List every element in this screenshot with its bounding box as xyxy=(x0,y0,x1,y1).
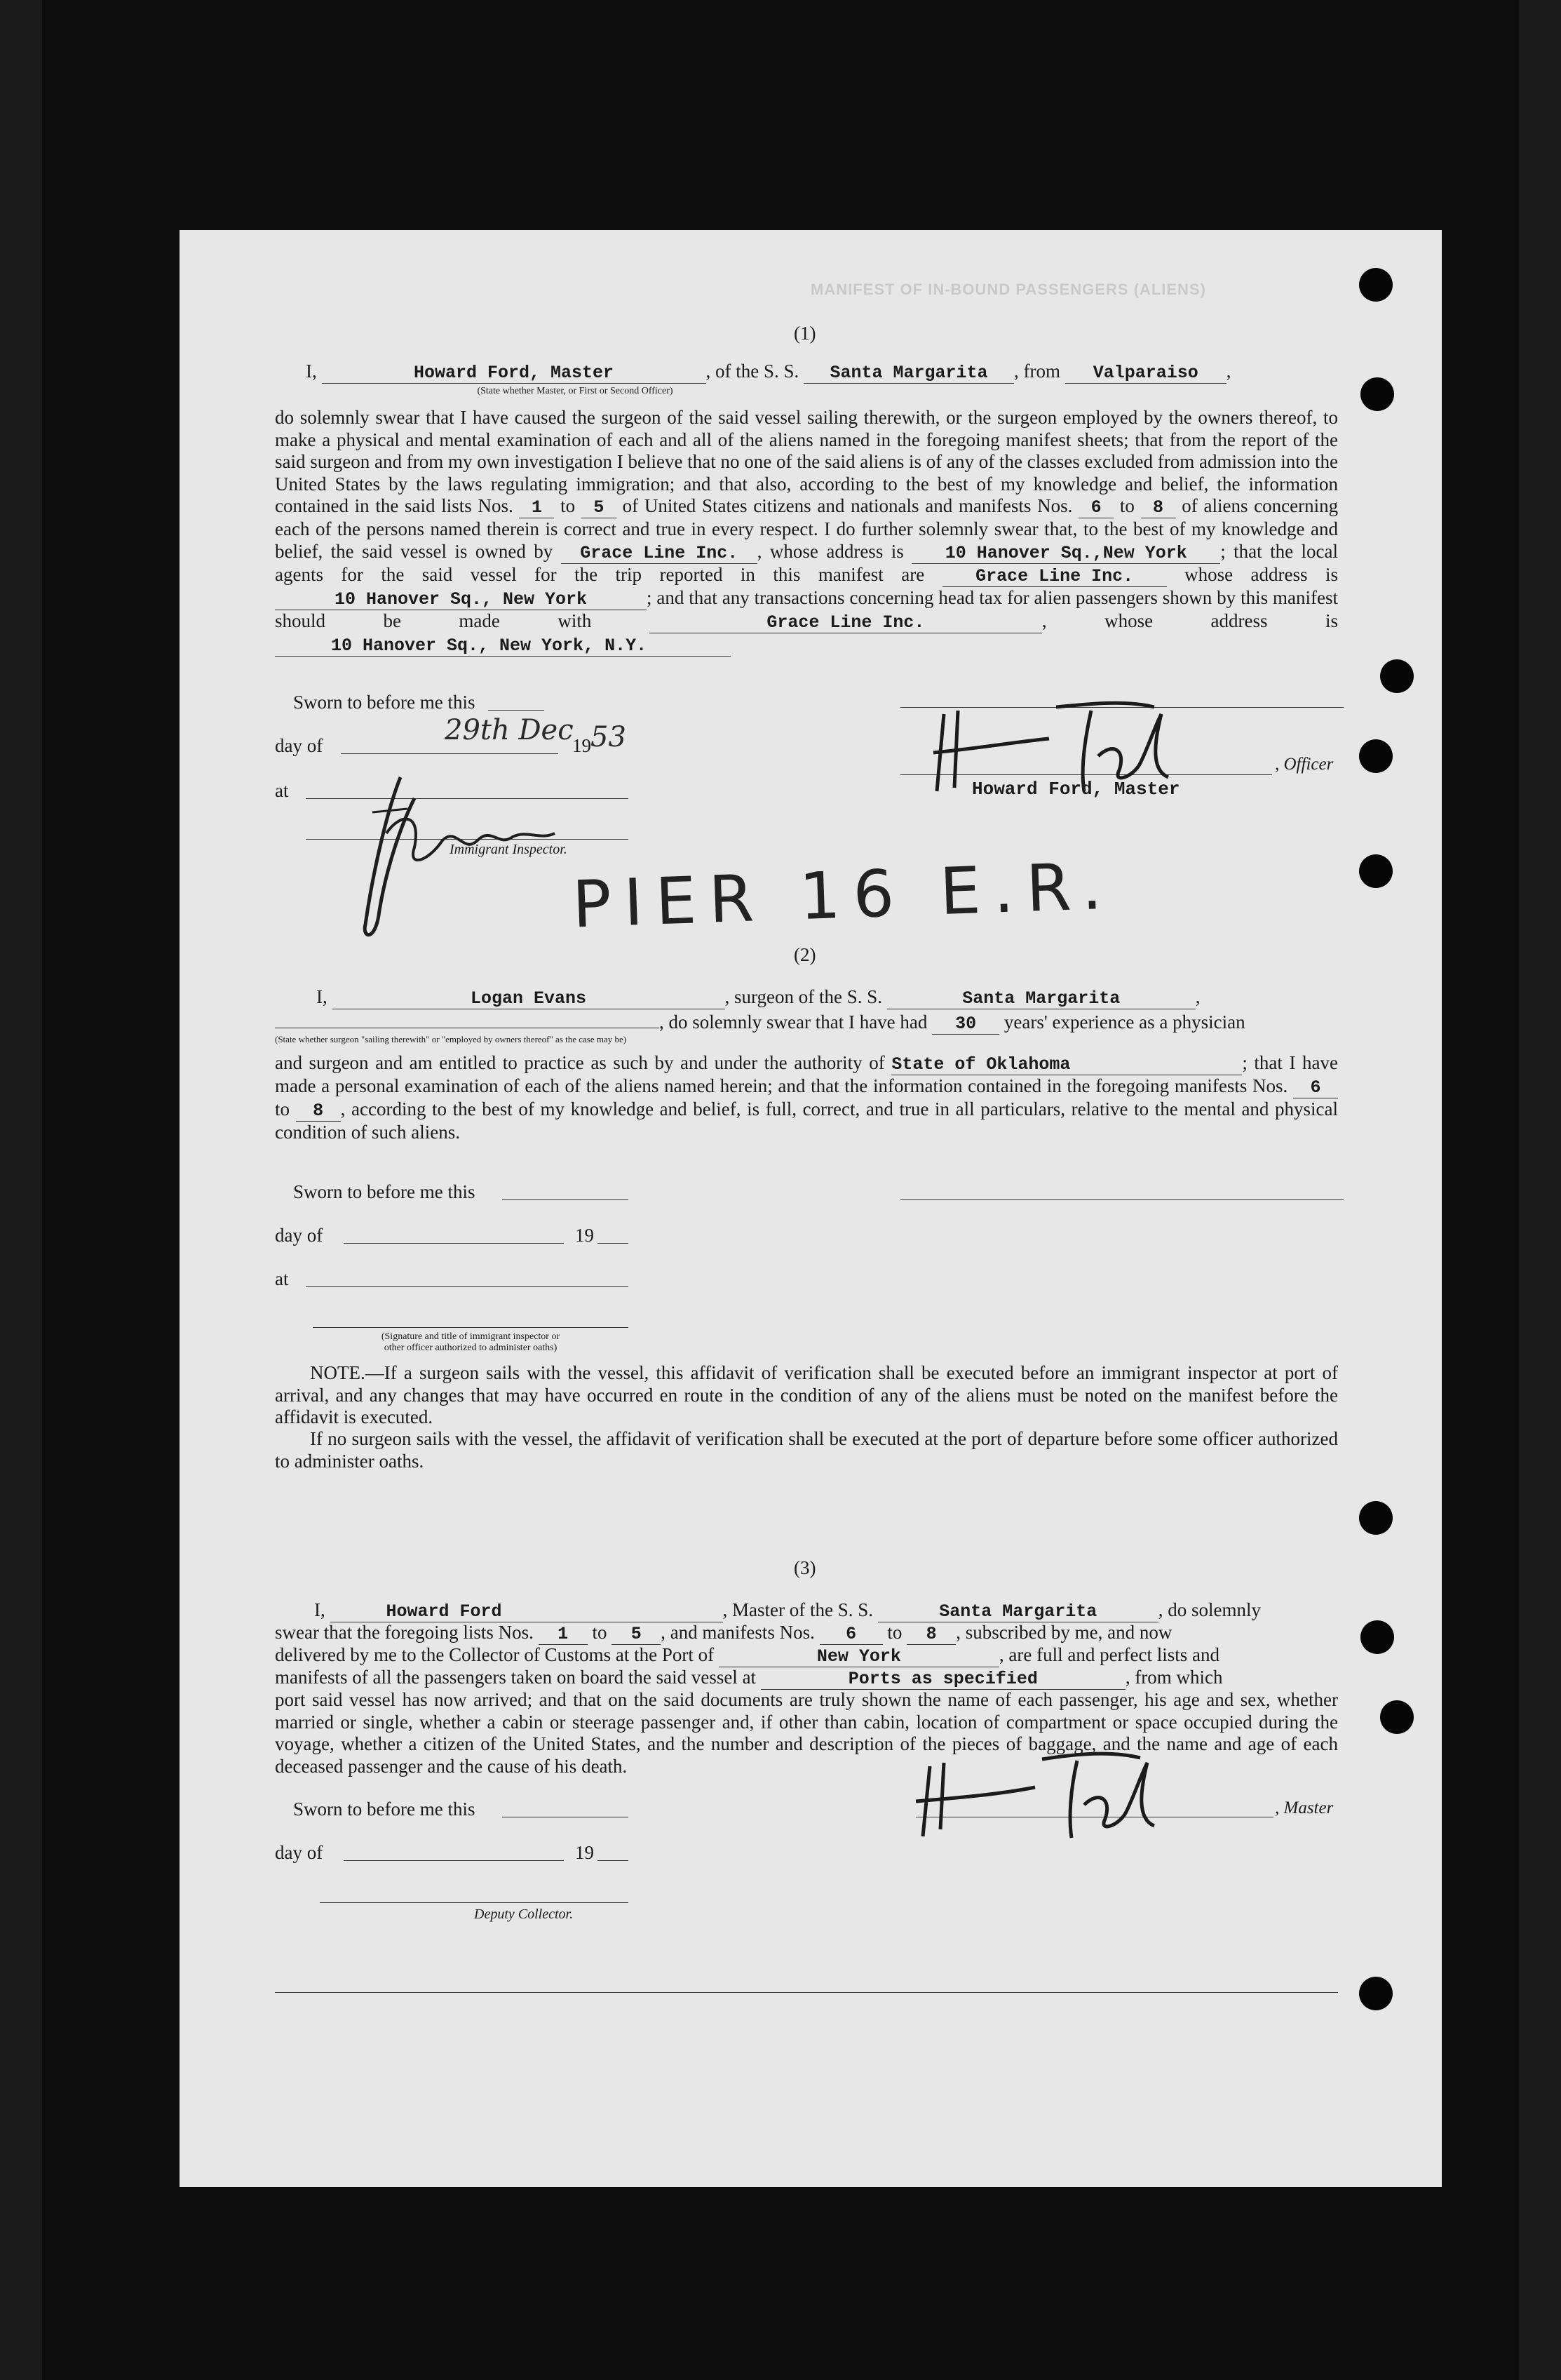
scan-border-right xyxy=(1519,0,1561,2380)
punch-hole xyxy=(1380,1700,1414,1734)
inspector-signature xyxy=(358,770,569,946)
section-3-master-field: Howard Ford xyxy=(330,1602,723,1622)
inspector-caption: Immigrant Inspector. xyxy=(450,842,567,857)
section-2-body-d: that I have made a personal examination of each of the aliens named herein; and that the information contained in the foregoing manifests Nos. xyxy=(275,1052,1338,1096)
section-1-body-c: of aliens concerning each of the persons named therein is correct and true in every respect. I do further solemnly swear that, to the best of my knowledge and belief, the said vessel is owned by xyxy=(275,495,1339,562)
sworn-rule-2 xyxy=(502,1199,628,1200)
text-i-3: I, xyxy=(314,1599,325,1620)
day-rule-1 xyxy=(341,753,558,754)
text-from: , from xyxy=(1014,361,1060,382)
master-signature-3 xyxy=(909,1745,1161,1843)
section-3-body-c: , subscribed by me, and now xyxy=(956,1622,1173,1643)
section-3-number: (3) xyxy=(794,1557,816,1578)
day-of-label-3: day of xyxy=(275,1842,323,1863)
punch-hole xyxy=(1359,739,1393,773)
section-3-body: port said vessel has now arrived; and that on the said documents are truly shown the name of each passenger, his age and sex, whether married or single, whether a cabin or steerage passenger and, if other than cabin, location of compartment or space occupied during the voyage, whether a citizen of the United States, and the number and description of the pieces of baggage, and the name and age of each deceased passenger and the cause of his death. xyxy=(275,1689,1338,1777)
section-3-fourth-line xyxy=(275,1667,1223,1690)
manifests-to-field: 8 xyxy=(1141,498,1176,518)
owner-field: Grace Line Inc. xyxy=(561,544,757,564)
collector-rule xyxy=(320,1902,628,1903)
section-3-lists-to-field: 5 xyxy=(611,1625,661,1645)
surgeon-caption: (State whether surgeon "sailing therewith" or "employed by owners thereof" as the case may be) xyxy=(275,1034,627,1044)
text-whose-address: , whose address is xyxy=(757,540,904,562)
ports-visited-field: Ports as specified xyxy=(761,1669,1126,1690)
day-of-label-2: day of xyxy=(275,1225,323,1246)
owner-address-field: 10 Hanover Sq.,New York xyxy=(912,544,1220,564)
section-3-second-line xyxy=(275,1622,1172,1645)
punch-hole xyxy=(1359,854,1393,888)
section-1-number: (1) xyxy=(794,323,816,344)
sworn-label-1: Sworn to before me this xyxy=(293,692,475,713)
section-1-body: do solemnly swear that I have caused the surgeon of the said vessel sailing therewith, or the surgeon employed by the owners thereof, to make a physical and mental examination of each and all of the aliens named in the foregoing manifest sheets; that from the report of the said surgeon and from my own investigation I believe that no one of the said aliens is of any of the classes excluded from admission into the United States by the laws regulating immigration; and that also, according to the best of my knowledge and belief, the information contained in the said lists Nos. 1 to 5 of United States citizens and nationals and manifests Nos. 6 to 8 of aliens concerning each of the persons named therein is correct and true in every respect. I do further solemnly swear that, to the best of my knowledge and belief, the said vessel is owned by Grace Line Inc. , whose address is 10 Hanover Sq.,New York ; that the local agents for the said vessel for the trip reported in this manifest are Grace Line Inc. whose address is 10 Hanover Sq., New York ; and that any transactions concerning head tax for alien passengers shown by this manifest should be made with Grace Line Inc. , whose address is 10 Hanover Sq., New York, N.Y. xyxy=(275,407,1339,656)
text-do-solemnly: , do solemnly xyxy=(1158,1599,1261,1620)
day-rule-2 xyxy=(344,1243,564,1244)
collector-caption: Deputy Collector. xyxy=(474,1907,574,1922)
agents-field: Grace Line Inc. xyxy=(942,567,1167,587)
scan-border-left xyxy=(0,0,42,2380)
section-2-body-a: , do solemnly swear that I have had xyxy=(659,1011,928,1033)
vessel-name-field: Santa Margarita xyxy=(804,363,1014,384)
section-2-number: (2) xyxy=(794,944,816,965)
section-3-first-line xyxy=(314,1599,1261,1622)
authority-field: State of Oklahoma xyxy=(891,1055,1242,1075)
text-to: to xyxy=(560,495,576,517)
punch-hole xyxy=(1360,1620,1394,1654)
section-3-body-f: manifests of all the passengers taken on board the said vessel at xyxy=(275,1667,757,1688)
year-prefix-1: 19 xyxy=(572,735,591,756)
punch-hole xyxy=(1360,377,1394,411)
officer-typed-name: Howard Ford, Master xyxy=(972,779,1180,800)
section-3-body-a: swear that the foregoing lists Nos. xyxy=(275,1622,534,1643)
surgeon-signature-rule xyxy=(900,1199,1344,1200)
at-label-1: at xyxy=(275,780,289,801)
officer-label: , Officer xyxy=(1275,755,1334,774)
date-handwritten: 29th Dec xyxy=(445,714,574,746)
manifests-from-field: 6 xyxy=(1079,498,1114,518)
surgeon-manifests-from-field: 6 xyxy=(1293,1078,1338,1098)
year-prefix-2: 19 xyxy=(575,1225,594,1246)
lists-from-field: 1 xyxy=(519,498,554,518)
bottom-rule xyxy=(275,1992,1338,1993)
section-1-body-a: do solemnly swear that I have caused the surgeon of the said vessel sailing therewith, or the surgeon employed by the owners thereof, to make a physical and mental examination of each and all of the aliens named in the foregoing manifest sheets; that from the report of the said surgeon and from my own investigation I believe that no one of the said aliens is of any of the classes excluded from admission into the United States by the laws regulating immigration; and that also, according to the best of my knowledge and belief, the information contained in the said lists Nos. xyxy=(275,407,1338,517)
year-rule-2 xyxy=(597,1243,628,1244)
signature-caption-2: other officer authorized to administer oaths) xyxy=(384,1343,558,1353)
sworn-rule-1 xyxy=(488,710,544,711)
section-2-body: and surgeon and am entitled to practice as such by and under the authority of State of Oklahoma ; that I have made a personal examination of each of the aliens named herein; and that the information contained in the foregoing manifests Nos. 6 to 8 , according to the best of my knowledge and belief, is full, correct, and true in all particulars, relative to the mental and physical condition of such aliens. xyxy=(275,1052,1339,1143)
section-1-body-b: of United States citizens and nationals and manifests Nos. xyxy=(622,495,1073,517)
section-2-body-c: and surgeon and am entitled to practice as such by and under the authority of xyxy=(275,1052,885,1073)
master-name-field: Howard Ford, Master xyxy=(322,363,706,384)
section-3-manifests-from-field: 6 xyxy=(820,1625,883,1645)
punch-hole xyxy=(1380,659,1414,693)
text-to: to xyxy=(275,1098,290,1120)
surgeon-vessel-field: Santa Margarita xyxy=(887,989,1196,1009)
at-label-2: at xyxy=(275,1268,289,1289)
years-field: 30 xyxy=(932,1014,999,1035)
day-of-label-1: day of xyxy=(275,735,323,756)
section-3-body-g: , from which xyxy=(1125,1667,1223,1688)
section-3-body-d: delivered by me to the Collector of Customs at the Port of xyxy=(275,1644,715,1665)
text-to: to xyxy=(1119,495,1135,517)
signature-rule-2 xyxy=(313,1327,628,1328)
section-3-body-e: , are full and perfect lists and xyxy=(999,1644,1220,1665)
note-paragraph-1: NOTE.—If a surgeon sails with the vessel, this affidavit of verification shall be executed before an immigrant inspector at port of arrival, and any changes that may have occurred en route in the condition of any of the aliens must be noted on the manifest before the affidavit is executed. xyxy=(275,1362,1338,1428)
surgeon-manifests-to-field: 8 xyxy=(296,1101,341,1122)
section-1-body-d: that the local agents for the said vessel for the trip reported in this manifest are xyxy=(275,540,1338,585)
day-rule-3 xyxy=(344,1860,564,1861)
year-handwritten: 53 xyxy=(590,721,626,753)
section-3-body-b: , and manifests Nos. xyxy=(661,1622,815,1643)
manifest-page xyxy=(180,230,1442,2187)
text-to: to xyxy=(592,1622,607,1643)
text-master-of: , Master of the S. S. xyxy=(722,1599,873,1620)
head-tax-payee-field: Grace Line Inc. xyxy=(649,613,1042,633)
section-2-body-e: , according to the best of my knowledge and belief, is full, correct, and true in all particulars, relative to the mental and physical condition of such aliens. xyxy=(275,1098,1339,1143)
text-whose-address-2: whose address is xyxy=(1184,563,1338,585)
text-surgeon-of: , surgeon of the S. S. xyxy=(724,986,883,1007)
punch-hole xyxy=(1359,1977,1393,2010)
punch-hole xyxy=(1359,268,1393,302)
section-2-second-line xyxy=(275,1011,1245,1035)
note-paragraph-2: If no surgeon sails with the vessel, the affidavit of verification shall be executed at the port of departure before some officer authorized to administer oaths. xyxy=(275,1428,1338,1472)
text-i: I, xyxy=(306,361,317,382)
text-i-2: I, xyxy=(316,986,327,1007)
sworn-label-3: Sworn to before me this xyxy=(293,1799,475,1820)
from-port-field: Valparaiso xyxy=(1065,363,1226,384)
master-signature xyxy=(930,700,1182,798)
section-1-first-line: I, Howard Ford, Master , of the S. S. Santa Margarita , from Valparaiso , xyxy=(306,361,1231,383)
port-field: New York xyxy=(719,1647,999,1667)
text-to: to xyxy=(887,1622,903,1643)
section-3-manifests-to-field: 8 xyxy=(907,1625,956,1645)
year-rule-3 xyxy=(597,1860,628,1861)
head-tax-address-field: 10 Hanover Sq., New York, N.Y. xyxy=(275,636,731,657)
master-label-3: , Master xyxy=(1275,1799,1334,1817)
pier-stamp-handwritten: PIER 16 E.R. xyxy=(571,848,1116,943)
bleed-through-text: MANIFEST OF IN-BOUND PASSENGERS (ALIENS) xyxy=(811,281,1206,298)
surgeon-name-field: Logan Evans xyxy=(332,989,725,1009)
signature-caption-1: (Signature and title of immigrant inspector or xyxy=(381,1331,560,1342)
sworn-label-2: Sworn to before me this xyxy=(293,1181,475,1202)
section-3-vessel-field: Santa Margarita xyxy=(878,1602,1158,1622)
section-1-body-e: ; and that any transactions concerning head tax for alien passengers shown by this manifest should be made with xyxy=(275,586,1338,631)
year-prefix-3: 19 xyxy=(575,1842,594,1863)
section-3-lists-from-field: 1 xyxy=(539,1625,588,1645)
master-caption: (State whether Master, or First or Second Officer) xyxy=(477,386,673,396)
section-2-body-b: years' experience as a physician xyxy=(1003,1011,1245,1033)
at-rule-2 xyxy=(306,1286,628,1287)
section-2-first-line: I, Logan Evans , surgeon of the S. S. Santa Margarita , xyxy=(316,986,1201,1009)
section-3-third-line xyxy=(275,1644,1219,1667)
lists-to-field: 5 xyxy=(581,498,616,518)
punch-hole xyxy=(1359,1501,1393,1535)
text-whose-address-3: , whose address is xyxy=(1041,610,1339,631)
text-of-ss: , of the S. S. xyxy=(705,361,799,382)
agents-address-field: 10 Hanover Sq., New York xyxy=(275,590,647,610)
